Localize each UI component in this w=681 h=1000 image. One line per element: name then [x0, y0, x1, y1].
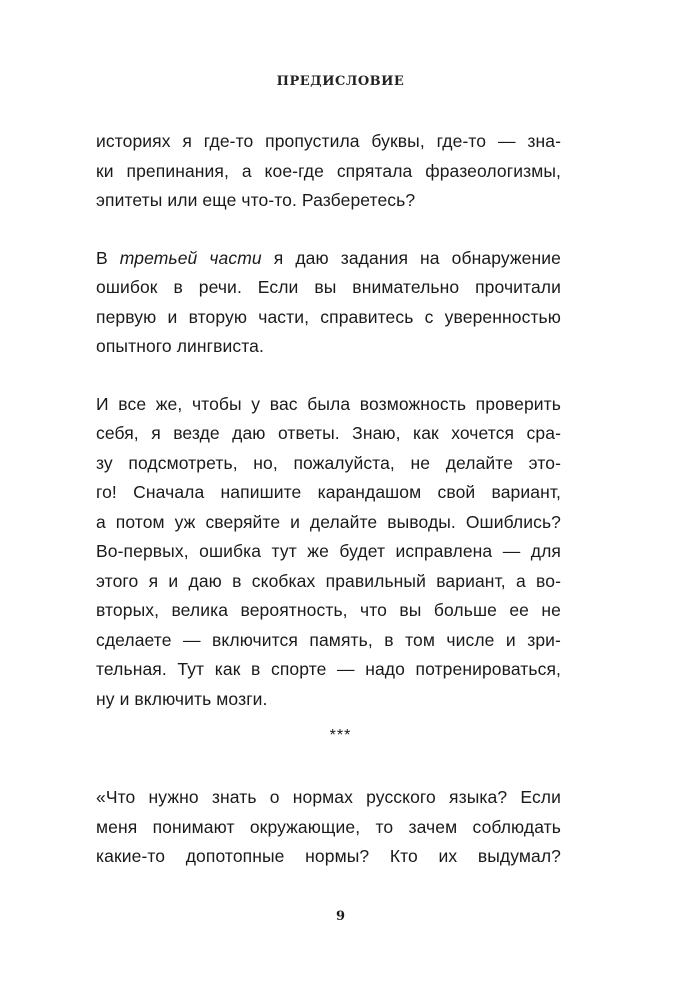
text-line: тельная. Тут как в спорте — надо потренироваться,: [96, 659, 561, 679]
text-line: опытного лингвиста.: [96, 336, 264, 356]
paragraph-1: [96, 127, 561, 216]
text-line: ки препинания, а кое-где спрятала фразеологизмы,: [96, 160, 561, 181]
text-line: историях я где-то пропустила буквы, где-то — зна-: [96, 131, 561, 151]
text-line: ну и включить мозги.: [96, 688, 268, 709]
text-line: го! Сначала напишите карандашом свой вариант,: [96, 482, 561, 502]
text-fragment: я даю задания на обнаружение: [273, 247, 561, 268]
page-number: 9: [335, 909, 346, 924]
paragraph-2: [96, 244, 561, 362]
emphasis-text: третьей части: [119, 247, 262, 268]
text-line: себя, я везде даю ответы. Знаю, как хочется сра-: [96, 423, 561, 443]
text-line: И все же, чтобы у вас была возможность проверить: [96, 393, 561, 414]
quote-paragraph: [96, 783, 561, 872]
text-line: первую и вторую части, справитесь с уверенностью: [96, 306, 561, 327]
text-line: меня понимают окружающие, то зачем соблюдать: [96, 816, 561, 837]
text-line: сделаете — включится память, в том числе и зри-: [96, 629, 561, 650]
text-line: какие-то допотопные нормы? Кто их выдумал?: [96, 846, 561, 866]
text-line: эпитеты или еще что-то. Разберетесь?: [96, 190, 416, 210]
paragraph-3: [96, 390, 561, 715]
section-separator: ***: [329, 727, 352, 744]
text-line: а потом уж сверяйте и делайте выводы. Ошиблись?: [96, 511, 561, 532]
text-line: «Что нужно знать о нормах русского языка? Если: [96, 787, 561, 807]
text-line: Во-первых, ошибка тут же будет исправлена — для: [96, 541, 561, 561]
body-text: [96, 127, 561, 714]
text-line: вторых, велика вероятность, что вы больше ее не: [96, 600, 561, 620]
text-line: зу подсмотреть, но, пожалуйста, не делайте это-: [96, 452, 561, 473]
text-fragment: В: [96, 247, 108, 268]
text-line: этого я и даю в скобках правильный вариант, а во-: [96, 570, 561, 591]
text-line: ошибок в речи. Если вы внимательно прочитали: [96, 277, 561, 297]
text-line: [96, 244, 561, 274]
running-head: ПРЕДИСЛОВИЕ: [276, 74, 405, 89]
